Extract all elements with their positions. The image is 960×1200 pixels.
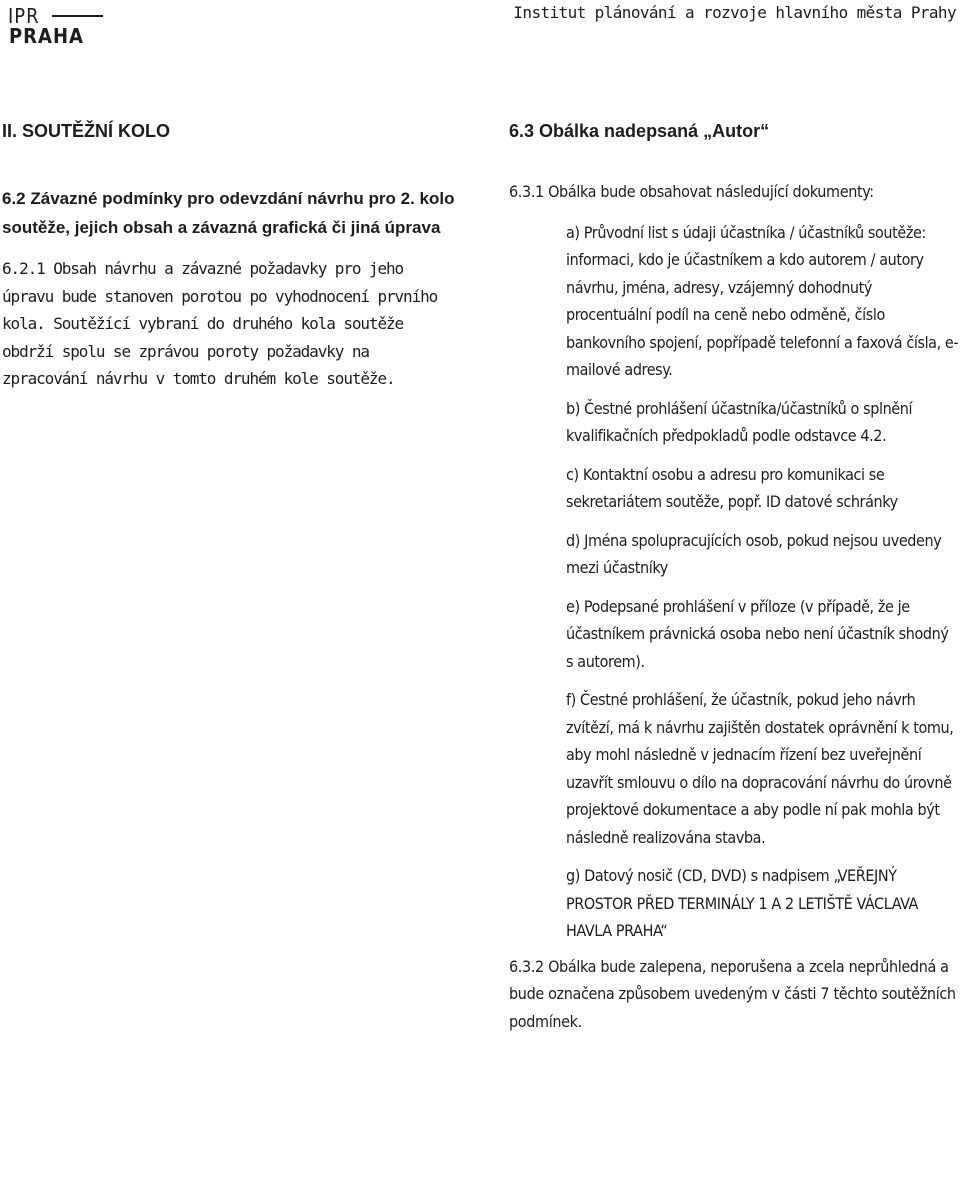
list-item-d: d) Jména spolupracujících osob, pokud nejsou uvedeny mezi účastníky (566, 530, 942, 577)
list-item-b: b) Čestné prohlášení účastníka/účastníků o splnění kvalifikačních předpokladů podle odstavce 4.2. (566, 398, 913, 445)
organization-name: Institut plánování a rozvoje hlavního města Prahy (513, 3, 956, 22)
left-column (2, 118, 462, 393)
logo-line-praha: PRAHA (9, 24, 84, 48)
section-title-6-3: 6.3 Obálka nadepsaná „Autor“ (509, 121, 770, 141)
ipr-praha-logo (8, 6, 103, 46)
right-column (509, 118, 959, 1035)
list-item-a: a) Průvodní list s údaji účastníka / účastníků soutěže: informaci, kdo je účastníkem a kdo autorem / autory návrhu, jména, adresy, vzájemný dohodnutý procentuální podíl na ceně nebo odměně, číslo bankovního spojení, popřípadě telefonní a faxová čísla, e-mailové adresy. (566, 222, 959, 379)
list-item-f: f) Čestné prohlášení, že účastník, pokud jeho návrh zvítězí, má k návrhu zajištěn dostatek oprávnění k tomu, aby mohl následně v jednacím řízení bez uveřejnění uzavřít smlouvu o dílo na dopracování návrhu do úrovně projektové dokumentace a aby podle ní pak mohla být následně realizována stavba. (566, 690, 954, 847)
logo-line-ipr: IPR (8, 4, 40, 28)
list-item-g: g) Datový nosič (CD, DVD) s nadpisem „VEŘEJNÝ PROSTOR PŘED TERMINÁLY 1 A 2 LETIŠTĚ VÁCLAVA HAVLA PRAHA“ (566, 866, 918, 940)
list-item-e: e) Podepsané prohlášení v příloze (v případě, že je účastníkem právnická osoba nebo není účastník shodný s autorem). (566, 596, 949, 671)
logo-rule (52, 15, 103, 17)
paragraph-6-3-2: 6.3.2 Obálka bude zalepena, neporušena a zcela neprůhledná a bude označena způsobem uvedeným v části 7 těchto soutěžních podmínek. (509, 956, 956, 1031)
paragraph-6-2-1: 6.2.1 Obsah návrhu a závazné požadavky pro jeho úpravu bude stanoven porotou po vyhodnocení prvního kola. Soutěžící vybraní do druhého kola soutěže obdrží spolu se zprávou poroty požadavky na zpracování návrhu v tomto druhém kole soutěže. (2, 259, 438, 388)
subsection-title-6-2: 6.2 Závazné podmínky pro odevzdání návrhu pro 2. kolo soutěže, jejich obsah a závazná grafická či jiná úprava (2, 189, 455, 237)
document-list (566, 219, 959, 945)
section-title-round-two: II. SOUTĚŽNÍ KOLO (2, 121, 171, 141)
list-item-c: c) Kontaktní osobu a adresu pro komunikaci se sekretariátem soutěže, popř. ID datové schránky (566, 464, 898, 511)
paragraph-6-3-1: 6.3.1 Obálka bude obsahovat následující dokumenty: (509, 182, 874, 201)
